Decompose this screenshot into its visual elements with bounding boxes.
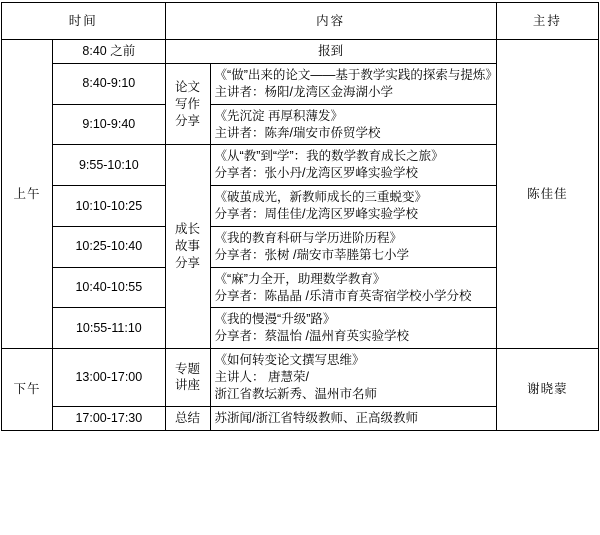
content-line: 浙江省教坛新秀、温州市名师 (214, 386, 378, 401)
host-morning: 陈佳佳 (496, 40, 598, 349)
content-line: 苏浙闻/浙江省特级教师、正高级教师 (214, 410, 419, 425)
row-time: 10:25-10:40 (53, 226, 165, 267)
content-line: 分享者：周佳佳/龙湾区罗峰实验学校 (214, 207, 419, 221)
content-line: 分享者：张树 /瑞安市莘塍第七小学 (214, 247, 409, 262)
period-afternoon: 下午 (2, 349, 53, 431)
row-time: 9:55-10:10 (53, 145, 165, 186)
row-time: 9:10-9:40 (53, 104, 165, 145)
schedule-table (1, 2, 599, 431)
row-content (210, 145, 496, 186)
row-content (210, 308, 496, 349)
period-morning: 上午 (2, 40, 53, 349)
topic-label: 专题讲座 (175, 361, 201, 393)
row-content (210, 406, 496, 430)
row-content (210, 226, 496, 267)
topic-summary (165, 406, 210, 430)
row-time: 17:00-17:30 (53, 406, 165, 430)
row-time: 10:40-10:55 (53, 267, 165, 308)
row-content (210, 267, 496, 308)
content-line: 《如何转变论文撰写思维》 (214, 353, 365, 368)
topic-label: 论文写作分享 (175, 79, 201, 128)
row-time: 8:40-9:10 (53, 63, 165, 104)
header-content: 内容 (165, 3, 496, 40)
row-time: 13:00-17:00 (53, 349, 165, 407)
header-time: 时间 (2, 3, 166, 40)
content-line: 《我的教育科研与学历进阶历程》 (214, 230, 403, 245)
content-line: 《破茧成光，新教师成长的三重蜕变》 (214, 190, 428, 205)
topic-label: 成长故事分享 (175, 222, 201, 271)
content-line: 分享者：蔡温怡 /温州育英实验学校 (214, 329, 409, 344)
content-line: 《“麻”力全开，助理数学教育》 (214, 271, 386, 286)
row-time: 10:55-11:10 (53, 308, 165, 349)
topic-growth-story (165, 145, 210, 349)
topic-label: 总结 (175, 410, 201, 425)
row-content (210, 349, 496, 407)
content-line: 《我的慢漫“升级”路》 (214, 312, 336, 327)
content-line: 分享者：陈晶晶 /乐清市育英寄宿学校小学分校 (214, 288, 472, 303)
topic-lecture (165, 349, 210, 407)
row-content: 报到 (165, 40, 496, 64)
content-line: 主讲人： 唐慧荣/ (214, 370, 309, 384)
row-content (210, 186, 496, 227)
header-host: 主持 (496, 3, 598, 40)
table-row (2, 349, 599, 407)
topic-paper-writing (165, 63, 210, 145)
content-line: 分享者：张小丹/龙湾区罗峰实验学校 (214, 166, 419, 181)
content-line: 《从“教”到“学”：我的数学教育成长之旅》 (214, 149, 444, 164)
row-content (210, 104, 496, 145)
row-time: 10:10-10:25 (53, 186, 165, 227)
content-line: 《先沉淀 再厚积薄发》 (214, 108, 344, 123)
content-line: 主讲者：杨阳/龙湾区金海湖小学 (214, 84, 394, 99)
host-afternoon: 谢晓蒙 (496, 349, 598, 431)
content-line: 《“做”出来的论文——基于教学实践的探索与提炼》 (214, 67, 498, 82)
content-line: 主讲者：陈奔/瑞安市侨贸学校 (214, 125, 381, 140)
table-header-row (2, 3, 599, 40)
row-time: 8:40 之前 (53, 40, 165, 64)
row-content (210, 63, 496, 104)
table-row (2, 40, 599, 64)
